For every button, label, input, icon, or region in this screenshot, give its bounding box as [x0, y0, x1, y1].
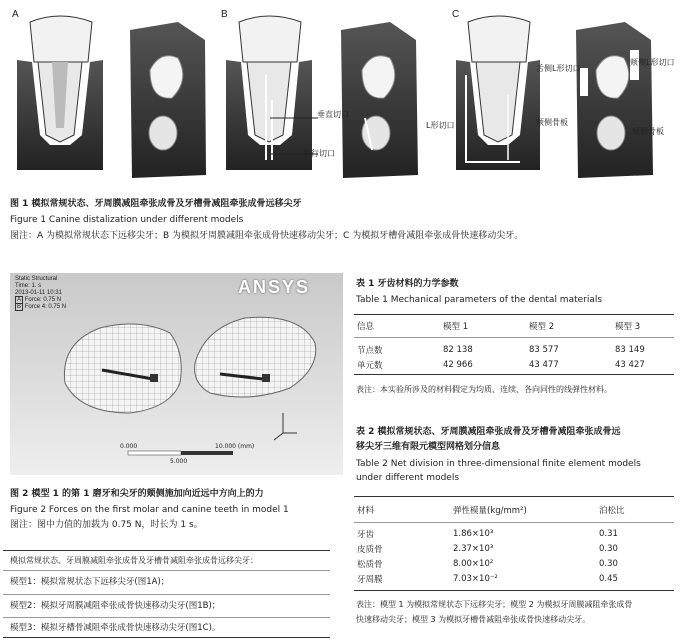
table-cell: 0.30 [599, 543, 618, 554]
table2-note-2: 快速移动尖牙；模型 3 为模拟牙槽骨减阻牵张成骨快速移动尖牙。 [356, 615, 591, 624]
table-cell: 7.03×10⁻² [453, 573, 498, 584]
label-oblique-incision: 斜行切口 [303, 149, 335, 158]
label-buccal-plate: 颊侧骨板 [536, 118, 568, 127]
table-cell: 牙周膜 [357, 574, 383, 585]
panel-c-tooth-section [456, 16, 540, 170]
table1-title-en: Table 1 Mechanical parameters of the dental materials [356, 295, 603, 305]
table-cell: 8.00×10² [453, 558, 494, 569]
table-row [354, 526, 674, 541]
table1-header-row [354, 318, 674, 333]
table-cell: 皮质骨 [357, 544, 383, 555]
table-cell: 2.37×10³ [453, 543, 494, 554]
table2-title-en-1: Table 2 Net division in three-dimensional finite element models [356, 459, 641, 469]
table2-header: 泊松比 [599, 505, 625, 516]
table2-header: 材料 [357, 505, 375, 516]
panel-letter-b: B [221, 9, 228, 20]
figure2-caption-en: Figure 2 Forces on the first molar and canine teeth in model 1 [10, 505, 289, 515]
ansys-title: Static Structural [15, 276, 58, 282]
table-cell: 0.30 [599, 558, 618, 569]
ansys-logo: ANSYS [238, 277, 311, 297]
table-cell: 松质骨 [357, 559, 383, 570]
table1-header: 模型 1 [443, 321, 469, 332]
table1-header: 模型 3 [615, 321, 641, 332]
table-row [354, 556, 674, 571]
table1-body [354, 342, 674, 372]
table1-header: 模型 2 [529, 321, 555, 332]
table-cell: 节点数 [357, 345, 383, 356]
label-buccal-l-incision: 颊侧L形切口 [630, 58, 675, 67]
label-vertical-incision: 垂直切口 [317, 110, 349, 119]
table-cell: 83 149 [615, 344, 645, 355]
figure2-caption-cn: 图 2 模型 1 的第 1 磨牙和尖牙的颊侧施加向近远中方向上的力 [10, 489, 264, 499]
tooth-mesh-models [10, 273, 343, 475]
ansys-force-a: Force: 0.75 N [24, 297, 62, 303]
table-cell: 43 427 [615, 359, 645, 370]
table1-note: 表注：本实验所涉及的材料假定为均质、连续、各向同性的线弹性材料。 [356, 385, 612, 394]
table1-header: 信息 [357, 321, 375, 332]
panel-a-tooth-section [17, 16, 103, 170]
table-cell: 牙齿 [357, 529, 375, 540]
scale-right-label: 10.000 (mm) [215, 443, 255, 450]
table-cell: 0.45 [599, 573, 618, 584]
ansys-force-b: Force 4: 0.75 N [24, 304, 67, 310]
table-cell: 单元数 [357, 360, 383, 371]
model-list-header: 模拟常规状态、牙周膜减阻牵张成骨及牙槽骨减阻牵张成骨远移尖牙： [10, 556, 258, 565]
table2-title-cn-1: 表 2 模拟常规状态、牙周膜减阻牵张成骨及牙槽骨减阻牵张成骨远 [356, 427, 621, 437]
table-cell: 82 138 [443, 344, 473, 355]
scale-left-label: 0.000 [120, 443, 138, 450]
table2-header-row [354, 502, 674, 517]
table-row [354, 571, 674, 586]
panel-a-cross-section [130, 22, 206, 178]
figure1-illustration [0, 0, 683, 190]
scale-mid-label: 5.000 [170, 458, 188, 465]
panel-letter-a: A [12, 9, 19, 20]
panel-c-cross-section [576, 22, 653, 178]
label-buccal-plate-2: 颊侧骨板 [632, 127, 664, 136]
table1-title-cn: 表 1 牙齿材料的力学参数 [356, 279, 459, 289]
label-lingual-l-incision: 舌侧L形切口 [536, 64, 581, 73]
table-row [354, 357, 674, 372]
table-cell: 83 577 [529, 344, 559, 355]
figure2-note: 图注：图中力值的加载为 0.75 N，时长为 1 s。 [10, 520, 203, 530]
table-cell: 43 477 [529, 359, 559, 370]
ansys-time: Time: 1. s [15, 283, 42, 289]
panel-b-tooth-section [226, 16, 312, 170]
table2 [354, 502, 674, 517]
panel-letter-c: C [452, 9, 460, 20]
label-l-incision: L形切口 [426, 121, 455, 130]
table1 [354, 318, 674, 333]
table2-header: 弹性模量(kg/mm²) [453, 505, 527, 516]
table2-title-en-2: under different models [356, 473, 460, 483]
model-list-item-3: 模型3：模拟牙槽骨减阻牵张成骨快速移动尖牙(图1C)。 [10, 623, 221, 633]
panel-b-cross-section [341, 22, 418, 178]
model-list-item-2: 模型2：模拟牙周膜减阻牵张成骨快速移动尖牙(图1B)； [10, 601, 221, 611]
figure1-caption-cn: 图 1 模拟常规状态、牙周膜减阻牵张成骨及牙槽骨减阻牵张成骨远移尖牙 [10, 199, 302, 209]
table-cell: 0.31 [599, 528, 618, 539]
table2-body [354, 526, 674, 586]
figure1-note: 图注：A 为模拟常规状态下远移尖牙；B 为模拟牙周膜减阻牵张成骨快速移动尖牙；C 为模拟牙槽骨减阻牵张成骨快速移动尖牙。 [10, 231, 524, 241]
ansys-render: Static Structural Time: 1. s 2013-01-11 10:31 A Force: 0.75 N B Force 4: 0.75 N ANSYS 0.000 10.000 (mm) 5.000 [10, 273, 343, 475]
table-row [354, 342, 674, 357]
ansys-date: 2013-01-11 10:31 [15, 290, 62, 296]
table-row [354, 541, 674, 556]
model-list-item-1: 模型1：模拟常规状态下远移尖牙(图1A)； [10, 577, 170, 587]
figure1-caption-en: Figure 1 Canine distalization under different models [10, 215, 244, 225]
table2-title-cn-2: 移尖牙三维有限元模型网格划分信息 [356, 442, 501, 452]
table-cell: 1.86×10³ [453, 528, 494, 539]
table-cell: 42 966 [443, 359, 473, 370]
table2-note-1: 表注：模型 1 为模拟常规状态下远移尖牙；模型 2 为模拟牙周膜减阻牵张成骨 [356, 600, 633, 609]
